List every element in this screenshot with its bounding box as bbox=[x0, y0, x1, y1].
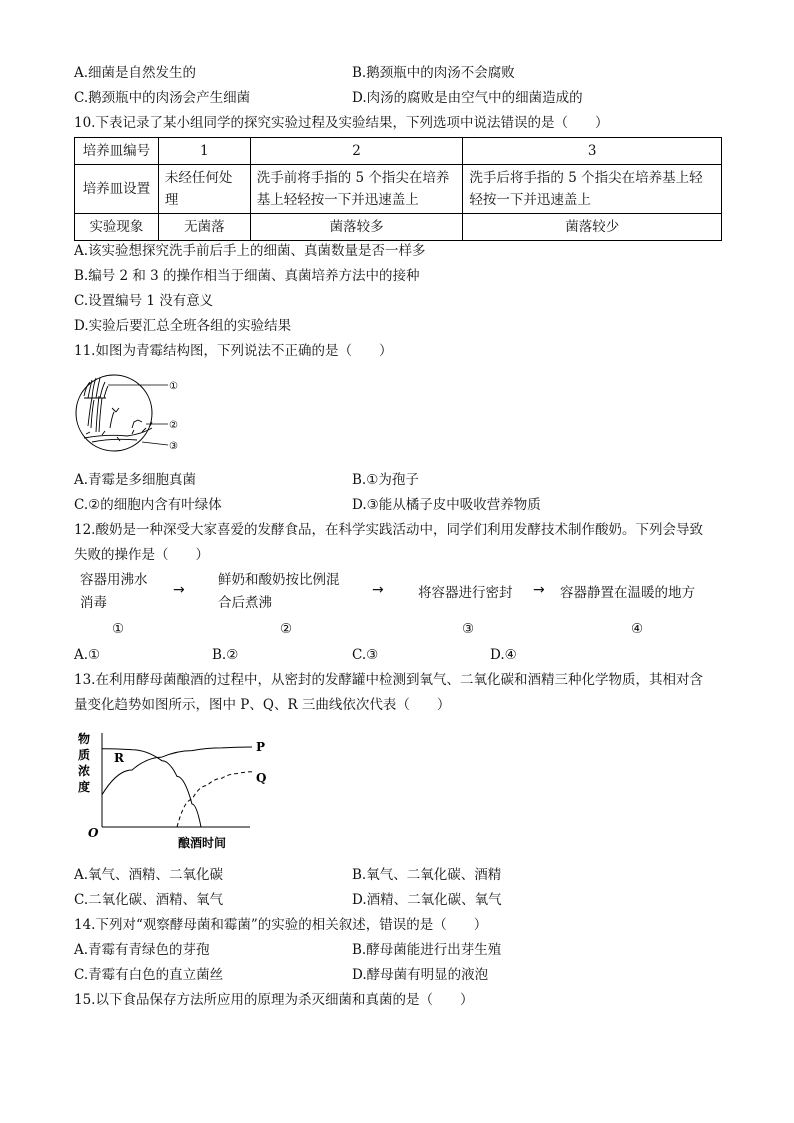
ylabel-char: 物 bbox=[78, 732, 91, 746]
q14-option-b: B.酵母菌能进行出芽生殖 bbox=[352, 942, 502, 958]
q11-option-c: C.②的细胞内含有叶绿体 bbox=[74, 497, 222, 513]
q12-option-d: D.④ bbox=[490, 647, 517, 663]
table-cell: 洗手前将手指的 5 个指尖在培养基上轻轻按一下并迅速盖上 bbox=[250, 165, 463, 214]
step-number-1: ① bbox=[112, 621, 125, 637]
q13-option-c: C.二氧化碳、酒精、氧气 bbox=[74, 892, 224, 908]
q10-option-a: A.该实验想探究洗手前后手上的细菌、真菌数量是否一样多 bbox=[74, 243, 426, 259]
flow-step-4: 容器静置在温暖的地方 bbox=[560, 585, 695, 601]
q12-stem-line2: 失败的操作是（ ） bbox=[74, 547, 209, 563]
q12-option-c: C.③ bbox=[352, 647, 379, 663]
table-cell: 1 bbox=[158, 138, 250, 165]
arrow-icon: → bbox=[173, 582, 185, 598]
ylabel-char: 质 bbox=[78, 748, 91, 762]
q12-option-b: B.② bbox=[212, 647, 239, 663]
penicillium-diagram bbox=[72, 368, 187, 458]
table-cell: 菌落较多 bbox=[250, 214, 463, 241]
q9-option-d: D.肉汤的腐败是由空气中的细菌造成的 bbox=[352, 90, 583, 106]
q9-option-a: A.细菌是自然发生的 bbox=[74, 65, 197, 81]
q14-option-d: D.酵母菌有明显的液泡 bbox=[352, 967, 489, 983]
table-header-cell: 培养皿设置 bbox=[75, 165, 159, 214]
series-label-r: R bbox=[114, 750, 124, 765]
q14-stem: 14.下列对“观察酵母菌和霉菌”的实验的相关叙述，错误的是（ ） bbox=[74, 917, 488, 933]
table-cell: 未经任何处理 bbox=[158, 165, 250, 214]
q13-option-d: D.酒精、二氧化碳、氧气 bbox=[352, 892, 502, 908]
table-row bbox=[75, 138, 722, 165]
q10-option-c: C.设置编号 1 没有意义 bbox=[74, 293, 214, 309]
q10-stem: 10.下表记录了某小组同学的探究实验过程及实验结果，下列选项中说法错误的是（ ） bbox=[74, 115, 609, 131]
table-cell: 无菌落 bbox=[158, 214, 250, 241]
q15-stem: 15.以下食品保存方法所应用的原理为杀灭细菌和真菌的是（ ） bbox=[74, 992, 474, 1008]
q10-option-d: D.实验后要汇总全班各组的实验结果 bbox=[74, 318, 292, 334]
series-label-p: P bbox=[256, 739, 266, 754]
table-header-cell: 实验现象 bbox=[75, 214, 159, 241]
flow-step-1: 容器用沸水 消毒 bbox=[80, 572, 148, 611]
origin-label: O bbox=[88, 826, 99, 840]
table-cell: 菌落较少 bbox=[463, 214, 722, 241]
series-line-q bbox=[177, 772, 252, 827]
series-label-q: Q bbox=[256, 770, 267, 785]
table-header-cell: 培养皿编号 bbox=[75, 138, 159, 165]
table-row bbox=[75, 214, 722, 241]
leader-lines bbox=[108, 385, 168, 445]
arrow-icon: → bbox=[372, 582, 384, 598]
table-cell: 3 bbox=[463, 138, 722, 165]
arrow-icon: → bbox=[533, 582, 545, 598]
ylabel-char: 度 bbox=[78, 780, 91, 794]
q11-option-d: D.③能从橘子皮中吸收营养物质 bbox=[352, 497, 541, 513]
label-1: ① bbox=[169, 381, 178, 392]
label-3: ③ bbox=[169, 441, 178, 452]
q10-option-b: B.编号 2 和 3 的操作相当于细菌、真菌培养方法中的接种 bbox=[74, 268, 420, 284]
q9-option-b: B.鹅颈瓶中的肉汤不会腐败 bbox=[352, 65, 515, 81]
label-2: ② bbox=[169, 420, 178, 431]
experiment-table bbox=[74, 137, 722, 241]
q13-option-b: B.氧气、二氧化碳、酒精 bbox=[352, 867, 502, 883]
q11-option-a: A.青霉是多细胞真菌 bbox=[74, 472, 197, 488]
q13-option-a: A.氧气、酒精、二氧化碳 bbox=[74, 867, 224, 883]
q12-stem-line1: 12.酸奶是一种深受大家喜爱的发酵食品，在科学实践活动中，同学们利用发酵技术制作酸奶。下列会导致 bbox=[74, 522, 703, 538]
table-row bbox=[75, 165, 722, 214]
concentration-chart bbox=[74, 725, 267, 855]
x-axis-label: 酿酒时间 bbox=[178, 836, 227, 850]
q12-option-a: A.① bbox=[74, 647, 101, 663]
table-cell: 洗手后将手指的 5 个指尖在培养基上轻轻按一下并迅速盖上 bbox=[463, 165, 722, 214]
q13-stem-line1: 13.在利用酵母菌酿酒的过程中，从密封的发酵罐中检测到氧气、二氧化碳和酒精三种化学物质，其相对含 bbox=[74, 672, 703, 688]
ylabel-char: 浓 bbox=[78, 764, 91, 778]
q9-option-c: C.鹅颈瓶中的肉汤会产生细菌 bbox=[74, 90, 251, 106]
q13-stem-line2: 量变化趋势如图所示，图中 P、Q、R 三曲线依次代表（ ） bbox=[74, 697, 451, 713]
step-number-3: ③ bbox=[462, 621, 475, 637]
series-layer bbox=[102, 740, 266, 827]
q11-option-b: B.①为孢子 bbox=[352, 472, 419, 488]
q14-option-c: C.青霉有白色的直立菌丝 bbox=[74, 967, 224, 983]
flow-step-2: 鲜奶和酸奶按比例混 合后煮沸 bbox=[218, 572, 340, 611]
step-number-4: ④ bbox=[631, 621, 644, 637]
q14-option-a: A.青霉有青绿色的芽孢 bbox=[74, 942, 210, 958]
q11-stem: 11.如图为青霉结构图，下列说法不正确的是（ ） bbox=[74, 343, 393, 359]
table-cell: 2 bbox=[250, 138, 463, 165]
series-line-p bbox=[102, 747, 252, 795]
flow-step-3: 将容器进行密封 bbox=[418, 585, 513, 601]
step-number-2: ② bbox=[280, 621, 293, 637]
